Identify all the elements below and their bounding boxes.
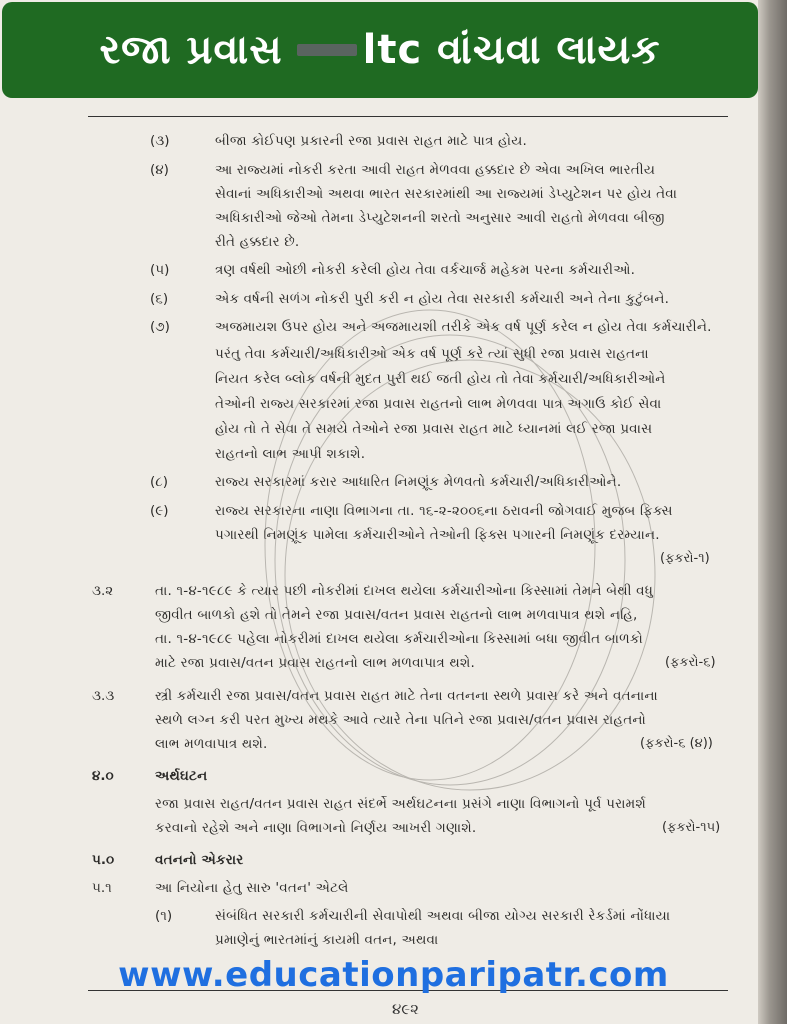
- item-number: (૯): [150, 503, 169, 519]
- text-line: રાજ્ય સરકારના નાણા વિભાગના તા. ૧૬-૨-૨૦૦૬ના ઠરાવની જોગવાઈ મુજબ ફિક્સ: [215, 503, 673, 519]
- dash-icon: [297, 44, 357, 56]
- text-line: જીવીત બાળકો હશે તો તેમને રજા પ્રવાસ/વતન પ્રવાસ રાહતનો લાભ મળવાપાત્ર થશે નહિ,: [155, 607, 638, 623]
- item-number: (૧): [155, 908, 173, 924]
- page-number: ૪૯૨: [392, 1000, 419, 1018]
- text-line: સ્ત્રી કર્મચારી રજા પ્રવાસ/વતન પ્રવાસ રાહત માટે તેના વતનના સ્થળે પ્રવાસ કરે અને વતનાના: [155, 688, 658, 704]
- section-number: ૫.૧: [92, 880, 112, 896]
- text-line: પરંતુ તેવા કર્મચારી/અધિકારીઓ એક વર્ષ પૂર્ણ કરે ત્યાં સુધી રજા પ્રવાસ રાહતના: [215, 346, 649, 362]
- text-line: તા. ૧-૪-૧૯૮૯ પહેલા નોકરીમાં દાખલ થયેલા કર્મચારીઓના કિસ્સામાં બધા જીવીત બાળકો: [155, 631, 643, 647]
- reference-tag: (ફકરો-૧): [660, 551, 710, 566]
- banner-title-left: રજા પ્રવાસ: [99, 27, 283, 73]
- section-number: ૩.૩: [92, 688, 115, 704]
- text-line: આ રાજ્યમાં નોકરી કરતા આવી રાહત મેળવવા હક્કદાર છે એવા અખિલ ભારતીય: [215, 162, 656, 178]
- item-number: (૩): [150, 133, 170, 149]
- text-line: રીતે હક્કદાર છે.: [215, 234, 300, 250]
- section-heading: વતનનો એકરાર: [155, 852, 244, 868]
- text-line: કરવાનો રહેશે અને નાણા વિભાગનો નિર્ણય આખરી ગણાશે.: [155, 820, 477, 836]
- text-line: તા. ૧-૪-૧૯૮૯ કે ત્યાર પછી નોકરીમાં દાખલ થયેલા કર્મચારીઓના કિસ્સામાં તેમને બેથી વધુ: [155, 583, 654, 599]
- item-number: (૪): [150, 162, 169, 178]
- text-line: સ્થળે લગ્ન કરી પરત મુખ્ય મથકે આવે ત્યારે તેના પતિને રજા પ્રવાસ/વતન પ્રવાસ રાહતનો: [155, 712, 646, 728]
- banner-title-right: ltc વાંચવા લાયક: [362, 27, 661, 73]
- item-number: (૮): [150, 474, 168, 490]
- text-line: અધિકારીઓ જેઓ તેમના ડેપ્યુટેશનની શરતો અનુસાર આવી રાહતો મેળવવા બીજી: [215, 210, 665, 226]
- website-watermark[interactable]: www.educationparipatr.com: [118, 955, 669, 995]
- text-line: પગારથી નિમણૂંક પામેલા કર્મચારીઓને તેઓની ફિક્સ પગારની નિમણૂંક દરમ્યાન.: [215, 527, 660, 543]
- title-banner: [2, 2, 758, 98]
- page-edge-shadow: [758, 0, 787, 1024]
- section-number: ૪.૦: [92, 768, 114, 784]
- text-line: બીજા કોઈપણ પ્રકારની રજા પ્રવાસ રાહત માટે પાત્ર હોય.: [215, 133, 527, 149]
- section-number: ૩.૨: [92, 583, 114, 599]
- text-line: સેવાનાં અધિકારીઓ અથવા ભારત સરકારમાંથી આ રાજ્યમાં ડેપ્યુટેશન પર હોય તેવા: [215, 186, 678, 202]
- text-line: પ્રમાણેનું ભારતમાંનું કાયમી વતન, અથવા: [215, 932, 439, 948]
- section-number: ૫.૦: [92, 852, 115, 868]
- text-line: રાહતનો લાભ આપી શકાશે.: [215, 446, 366, 462]
- top-rule: [88, 116, 728, 117]
- reference-tag: (ફકરો-૬): [665, 655, 716, 670]
- item-number: (૫): [150, 262, 170, 278]
- text-line: નિયત કરેલ બ્લોક વર્ષની મુદત પુરી થઈ જતી હોય તો તેવા કર્મચારી/અધિકારીઓને: [215, 371, 666, 387]
- reference-tag: (ફકરો-૧૫): [662, 820, 721, 835]
- banner-title: [99, 27, 660, 73]
- item-number: (૭): [150, 319, 170, 335]
- text-line: રજા પ્રવાસ રાહત/વતન પ્રવાસ રાહત સંદર્ભે અર્થઘટનના પ્રસંગે નાણા વિભાગનો પૂર્વ પરામર્શ: [155, 796, 646, 812]
- text-line: લાભ મળવાપાત્ર થશે.: [155, 736, 268, 752]
- text-line: આ નિયોના હેતુ સારુ 'વતન' એટલે: [155, 880, 349, 896]
- item-number: (૬): [150, 291, 169, 307]
- text-line: માટે રજા પ્રવાસ/વતન પ્રવાસ રાહતનો લાભ મળવાપાત્ર થશે.: [155, 655, 475, 671]
- reference-tag: (ફકરો-૬ (૪)): [640, 736, 713, 751]
- text-line: સંબંધિત સરકારી કર્મચારીની સેવાપોથી અથવા બીજા યોગ્ય સરકારી રેકર્ડમાં નોંધાયા: [215, 908, 671, 924]
- text-line: હોય તો તે સેવા તે સમયે તેઓને રજા પ્રવાસ રાહત માટે ધ્યાનમાં લઈ રજા પ્રવાસ: [215, 421, 653, 437]
- section-heading: અર્થઘટન: [155, 768, 208, 784]
- text-line: તેઓની રાજ્ય સરકારમાં રજા પ્રવાસ રાહતનો લાભ મેળવવા પાત્ર અગાઉ કોઈ સેવા: [215, 396, 662, 412]
- text-line: ત્રણ વર્ષથી ઓછી નોકરી કરેલી હોય તેવા વર્કચાર્જ મહેકમ પરના કર્મચારીઓ.: [215, 262, 636, 278]
- text-line: રાજ્ય સરકારમાં કરાર આધારિત નિમણૂંક મેળવતો કર્મચારી/અધિકારીઓને.: [215, 474, 622, 490]
- text-line: એક વર્ષની સળંગ નોકરી પુરી કરી ન હોય તેવા સરકારી કર્મચારી અને તેના કુટુંબને.: [215, 291, 670, 307]
- text-line: અજમાયશ ઉપર હોય અને અજમાયશી તરીકે એક વર્ષ પૂર્ણ કરેલ ન હોય તેવા કર્મચારીને.: [215, 319, 712, 335]
